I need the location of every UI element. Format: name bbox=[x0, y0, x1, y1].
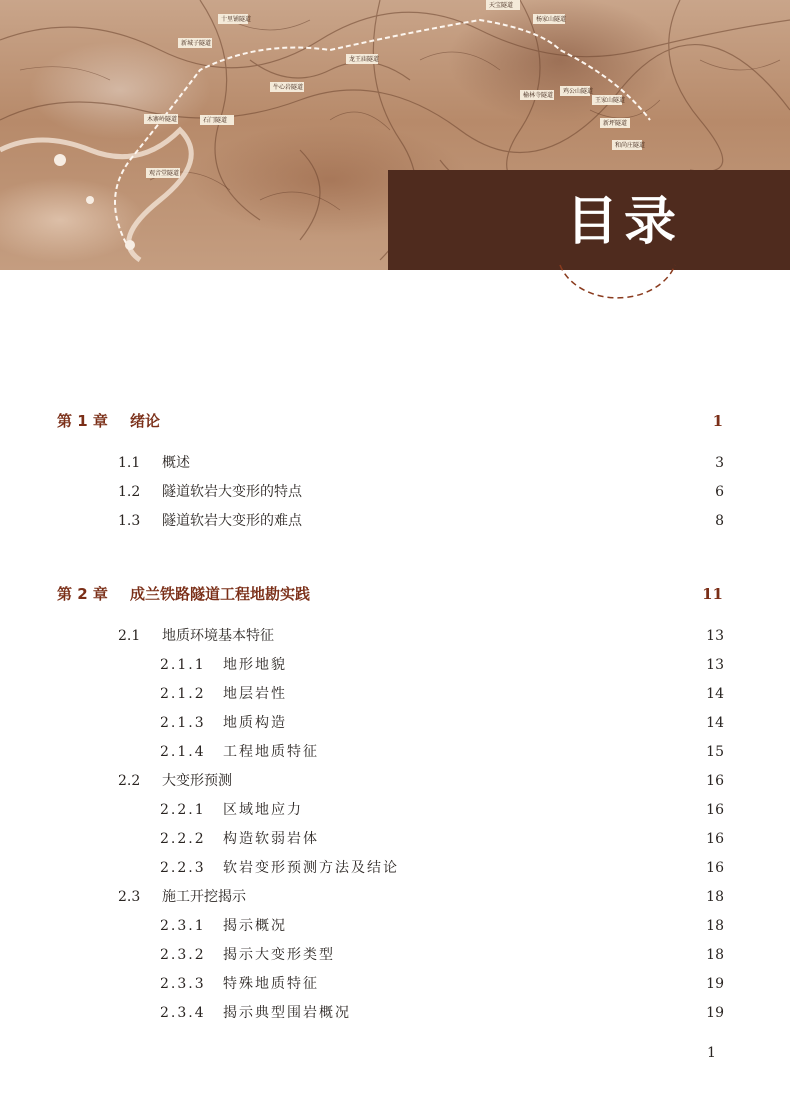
toc-entry-number: 2.3.3 bbox=[160, 976, 206, 992]
toc-entry-page: 6 bbox=[715, 484, 724, 500]
toc-entry-page: 15 bbox=[706, 744, 724, 760]
toc-entry-title: 揭示大变形类型 bbox=[223, 947, 335, 963]
map-station-label: 龙王庙隧道 bbox=[349, 56, 380, 63]
toc-entry-title: 地形地貌 bbox=[223, 657, 287, 673]
toc-entry-page: 19 bbox=[706, 976, 724, 992]
toc-entry-number: 2.1.4 bbox=[160, 744, 206, 760]
toc-entry-title: 概述 bbox=[162, 455, 190, 471]
toc-entry-page: 16 bbox=[706, 802, 724, 818]
toc-entry-title: 区域地应力 bbox=[223, 802, 303, 818]
map-station-label: 新坪隧道 bbox=[603, 120, 628, 127]
toc-entry-title: 揭示典型围岩概况 bbox=[223, 1005, 351, 1021]
toc-entry-page: 3 bbox=[715, 455, 724, 471]
toc-subsection-entry[interactable] bbox=[160, 740, 724, 764]
toc-entry-number: 2.3.4 bbox=[160, 1005, 206, 1021]
toc-entry-title: 揭示概况 bbox=[223, 918, 287, 934]
map-station-label: 杨家山隧道 bbox=[536, 16, 567, 23]
toc-entry-title: 特殊地质特征 bbox=[223, 976, 319, 992]
page-title: 目录 bbox=[566, 192, 683, 252]
toc-entry-title: 隧道软岩大变形的难点 bbox=[162, 513, 302, 529]
dashed-arc-decoration bbox=[540, 210, 690, 320]
map-station-label: 牛心岩隧道 bbox=[273, 84, 304, 91]
toc-subsection-entry[interactable] bbox=[160, 711, 724, 735]
toc-entry-page: 11 bbox=[702, 585, 723, 603]
toc-entry-page: 8 bbox=[715, 513, 724, 529]
toc-entry-number: 2.1.3 bbox=[160, 715, 206, 731]
toc-subsection-entry[interactable] bbox=[160, 972, 724, 996]
map-station-label: 和尚庄隧道 bbox=[615, 142, 646, 149]
map-station-label: 十里铺隧道 bbox=[221, 16, 252, 23]
toc-chapter-entry[interactable] bbox=[57, 581, 723, 607]
toc-entry-page: 16 bbox=[706, 831, 724, 847]
toc-entry-number: 2.2.2 bbox=[160, 831, 206, 847]
toc-entry-title: 地层岩性 bbox=[223, 686, 287, 702]
toc-subsection-entry[interactable] bbox=[160, 943, 724, 967]
toc-entry-page: 18 bbox=[706, 889, 724, 905]
map-station-label: 鸡公山隧道 bbox=[563, 88, 594, 95]
toc-entry-number: 2.3 bbox=[118, 889, 141, 905]
toc-entry-title: 隧道软岩大变形的特点 bbox=[162, 484, 302, 500]
toc-entry-page: 16 bbox=[706, 860, 724, 876]
toc-subsection-entry[interactable] bbox=[160, 682, 724, 706]
toc-entry-page: 16 bbox=[706, 773, 724, 789]
toc-entry-page: 13 bbox=[706, 628, 724, 644]
toc-section-entry[interactable] bbox=[118, 480, 724, 504]
page-number: 1 bbox=[707, 1045, 716, 1061]
toc-entry-title: 地质构造 bbox=[223, 715, 287, 731]
map-station-label: 天宝隧道 bbox=[489, 2, 514, 9]
toc-entry-number: 1.2 bbox=[118, 484, 141, 500]
toc-entry-title: 施工开挖揭示 bbox=[162, 889, 246, 905]
toc-entry-page: 14 bbox=[706, 686, 724, 702]
map-station-label: 观音堂隧道 bbox=[149, 170, 180, 177]
toc-entry-number: 1.3 bbox=[118, 513, 141, 529]
toc-entry-page: 19 bbox=[706, 1005, 724, 1021]
toc-entry-title: 成兰铁路隧道工程地勘实践 bbox=[130, 585, 311, 603]
toc-entry-title: 工程地质特征 bbox=[223, 744, 319, 760]
toc-entry-number: 2.1 bbox=[118, 628, 141, 644]
toc-subsection-entry[interactable] bbox=[160, 827, 724, 851]
toc-section-entry[interactable] bbox=[118, 624, 724, 648]
toc-entry-title: 地质环境基本特征 bbox=[162, 628, 274, 644]
toc-entry-number: 第 1 章 bbox=[57, 412, 108, 430]
toc-entry-number: 第 2 章 bbox=[57, 585, 108, 603]
toc-entry-page: 18 bbox=[706, 947, 724, 963]
toc-entry-number: 2.1.2 bbox=[160, 686, 206, 702]
toc-entry-number: 2.3.2 bbox=[160, 947, 206, 963]
toc-entry-page: 18 bbox=[706, 918, 724, 934]
toc-entry-number: 1.1 bbox=[118, 455, 141, 471]
map-station-label: 木寨岭隧道 bbox=[147, 116, 178, 123]
toc-section-entry[interactable] bbox=[118, 885, 724, 909]
toc-entry-title: 软岩变形预测方法及结论 bbox=[223, 860, 399, 876]
toc-subsection-entry[interactable] bbox=[160, 1001, 724, 1025]
toc-entry-number: 2.2 bbox=[118, 773, 141, 789]
toc-entry-page: 1 bbox=[712, 412, 723, 430]
toc-entry-number: 2.2.3 bbox=[160, 860, 206, 876]
toc-entry-number: 2.2.1 bbox=[160, 802, 206, 818]
toc-entry-number: 2.3.1 bbox=[160, 918, 206, 934]
toc-entry-title: 绪论 bbox=[130, 412, 161, 430]
toc-entry-page: 13 bbox=[706, 657, 724, 673]
map-station-label: 石门隧道 bbox=[203, 117, 228, 124]
toc-entry-page: 14 bbox=[706, 715, 724, 731]
map-station-label: 新城子隧道 bbox=[181, 40, 212, 47]
toc-subsection-entry[interactable] bbox=[160, 856, 724, 880]
toc-chapter-entry[interactable] bbox=[57, 408, 723, 434]
toc-subsection-entry[interactable] bbox=[160, 653, 724, 677]
toc-section-entry[interactable] bbox=[118, 769, 724, 793]
toc-section-entry[interactable] bbox=[118, 509, 724, 533]
map-station-label: 榆林寺隧道 bbox=[523, 92, 554, 99]
map-station-label: 王家山隧道 bbox=[595, 97, 626, 104]
toc-entry-number: 2.1.1 bbox=[160, 657, 206, 673]
toc-section-entry[interactable] bbox=[118, 451, 724, 475]
toc-entry-title: 构造软弱岩体 bbox=[223, 831, 319, 847]
toc-entry-title: 大变形预测 bbox=[162, 773, 232, 789]
toc-subsection-entry[interactable] bbox=[160, 798, 724, 822]
toc-subsection-entry[interactable] bbox=[160, 914, 724, 938]
